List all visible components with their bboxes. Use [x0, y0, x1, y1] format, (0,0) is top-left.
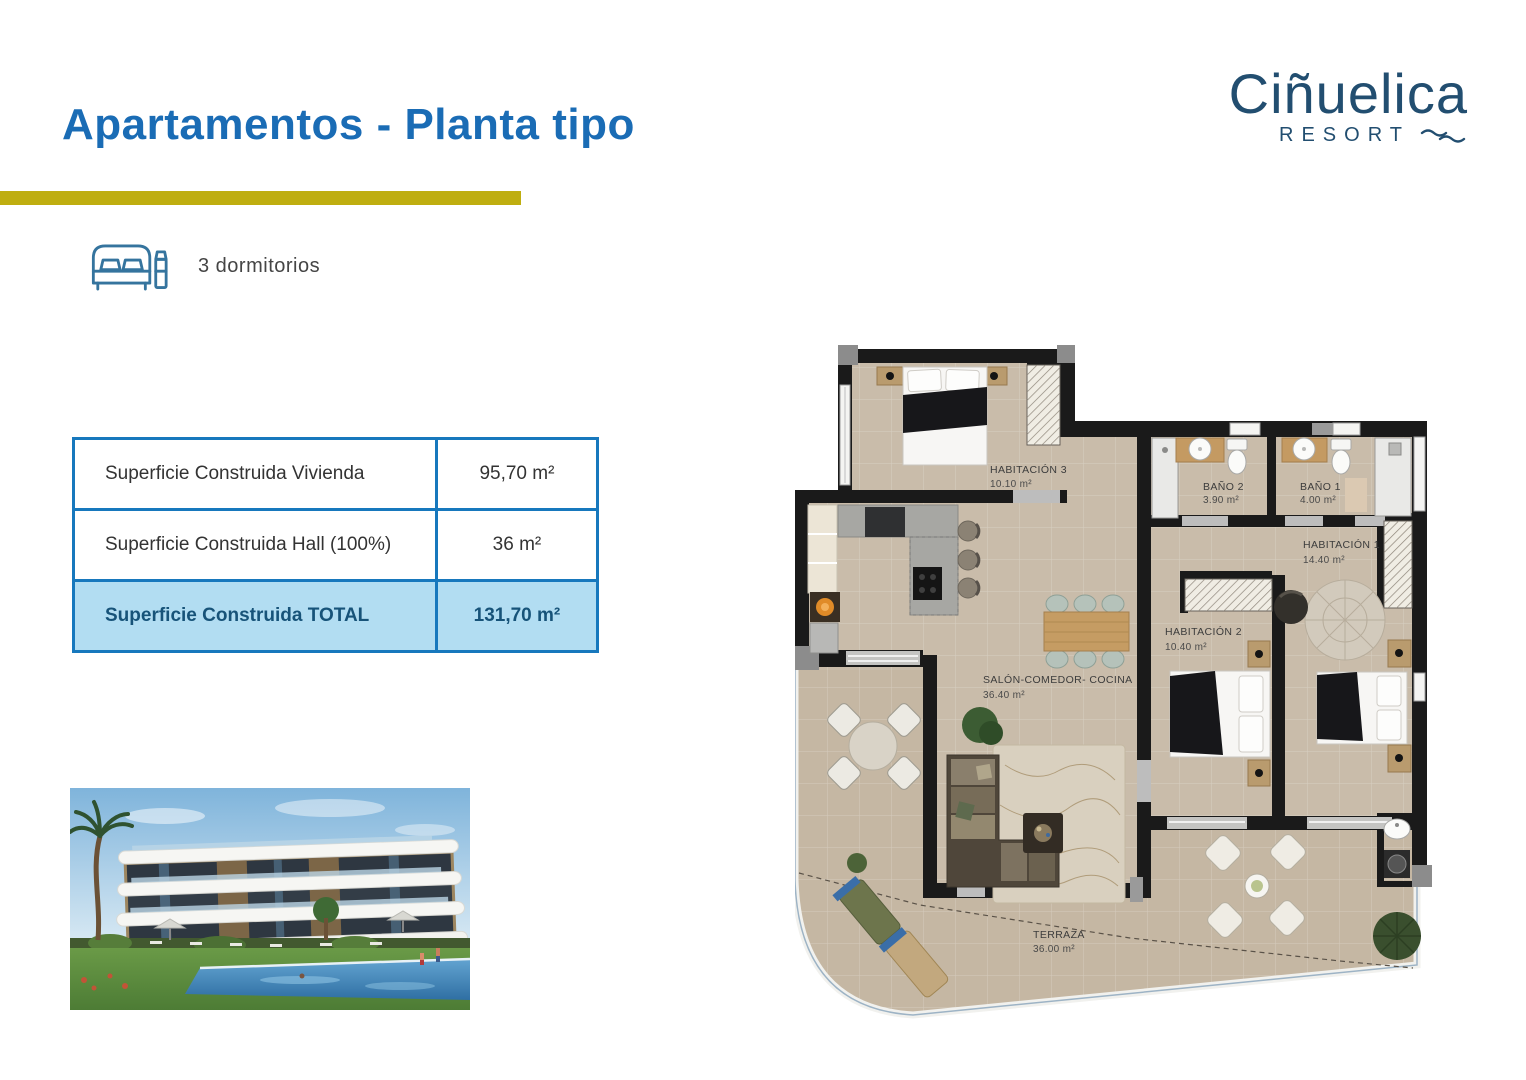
dining-set	[1044, 595, 1129, 668]
table-row	[74, 439, 598, 510]
brand-name: Ciñuelica	[1228, 62, 1468, 125]
row-value: 36 m²	[436, 510, 597, 581]
room-label-habitacion3: HABITACIÓN 3	[990, 464, 1067, 476]
bed-icon	[88, 240, 170, 292]
accent-bar	[0, 191, 521, 205]
room-area-habitacion1: 14.40 m²	[1303, 555, 1345, 566]
room-area-bano2: 3.90 m²	[1203, 495, 1240, 506]
room-label-habitacion1: HABITACIÓN 1	[1303, 539, 1380, 551]
room-label-habitacion2: HABITACIÓN 2	[1165, 626, 1242, 638]
building-photo	[70, 788, 470, 1010]
room-area-bano1: 4.00 m²	[1300, 495, 1337, 506]
room-label-bano1: BAÑO 1	[1300, 481, 1341, 493]
room-area-salon: 36.40 m²	[983, 690, 1025, 701]
room-label-bano2: BAÑO 2	[1203, 481, 1244, 493]
table-row	[74, 510, 598, 581]
row-value: 95,70 m²	[436, 439, 597, 510]
bedrooms-label: 3 dormitorios	[198, 254, 321, 277]
building	[112, 834, 468, 955]
table-row-total	[74, 581, 598, 652]
floor-plan	[795, 335, 1505, 1025]
room-area-terraza: 36.00 m²	[1033, 944, 1075, 955]
bedrooms-feature	[88, 240, 320, 292]
room-area-habitacion3: 10.10 m²	[990, 479, 1032, 490]
row-value: 131,70 m²	[436, 581, 597, 652]
page-title: Apartamentos - Planta tipo	[62, 100, 635, 149]
row-label: Superficie Construida TOTAL	[74, 581, 437, 652]
row-label: Superficie Construida Hall (100%)	[74, 510, 437, 581]
room-label-terraza: TERRAZA	[1033, 929, 1085, 941]
brand-tagline: RESORT	[1279, 124, 1410, 146]
wave-icon	[1420, 127, 1468, 145]
row-label: Superficie Construida Vivienda	[74, 439, 437, 510]
area-table	[72, 437, 599, 653]
brand-logo	[1168, 62, 1468, 147]
room-area-habitacion2: 10.40 m²	[1165, 642, 1207, 653]
room-label-salon: SALÓN-COMEDOR- COCINA	[983, 674, 1133, 686]
